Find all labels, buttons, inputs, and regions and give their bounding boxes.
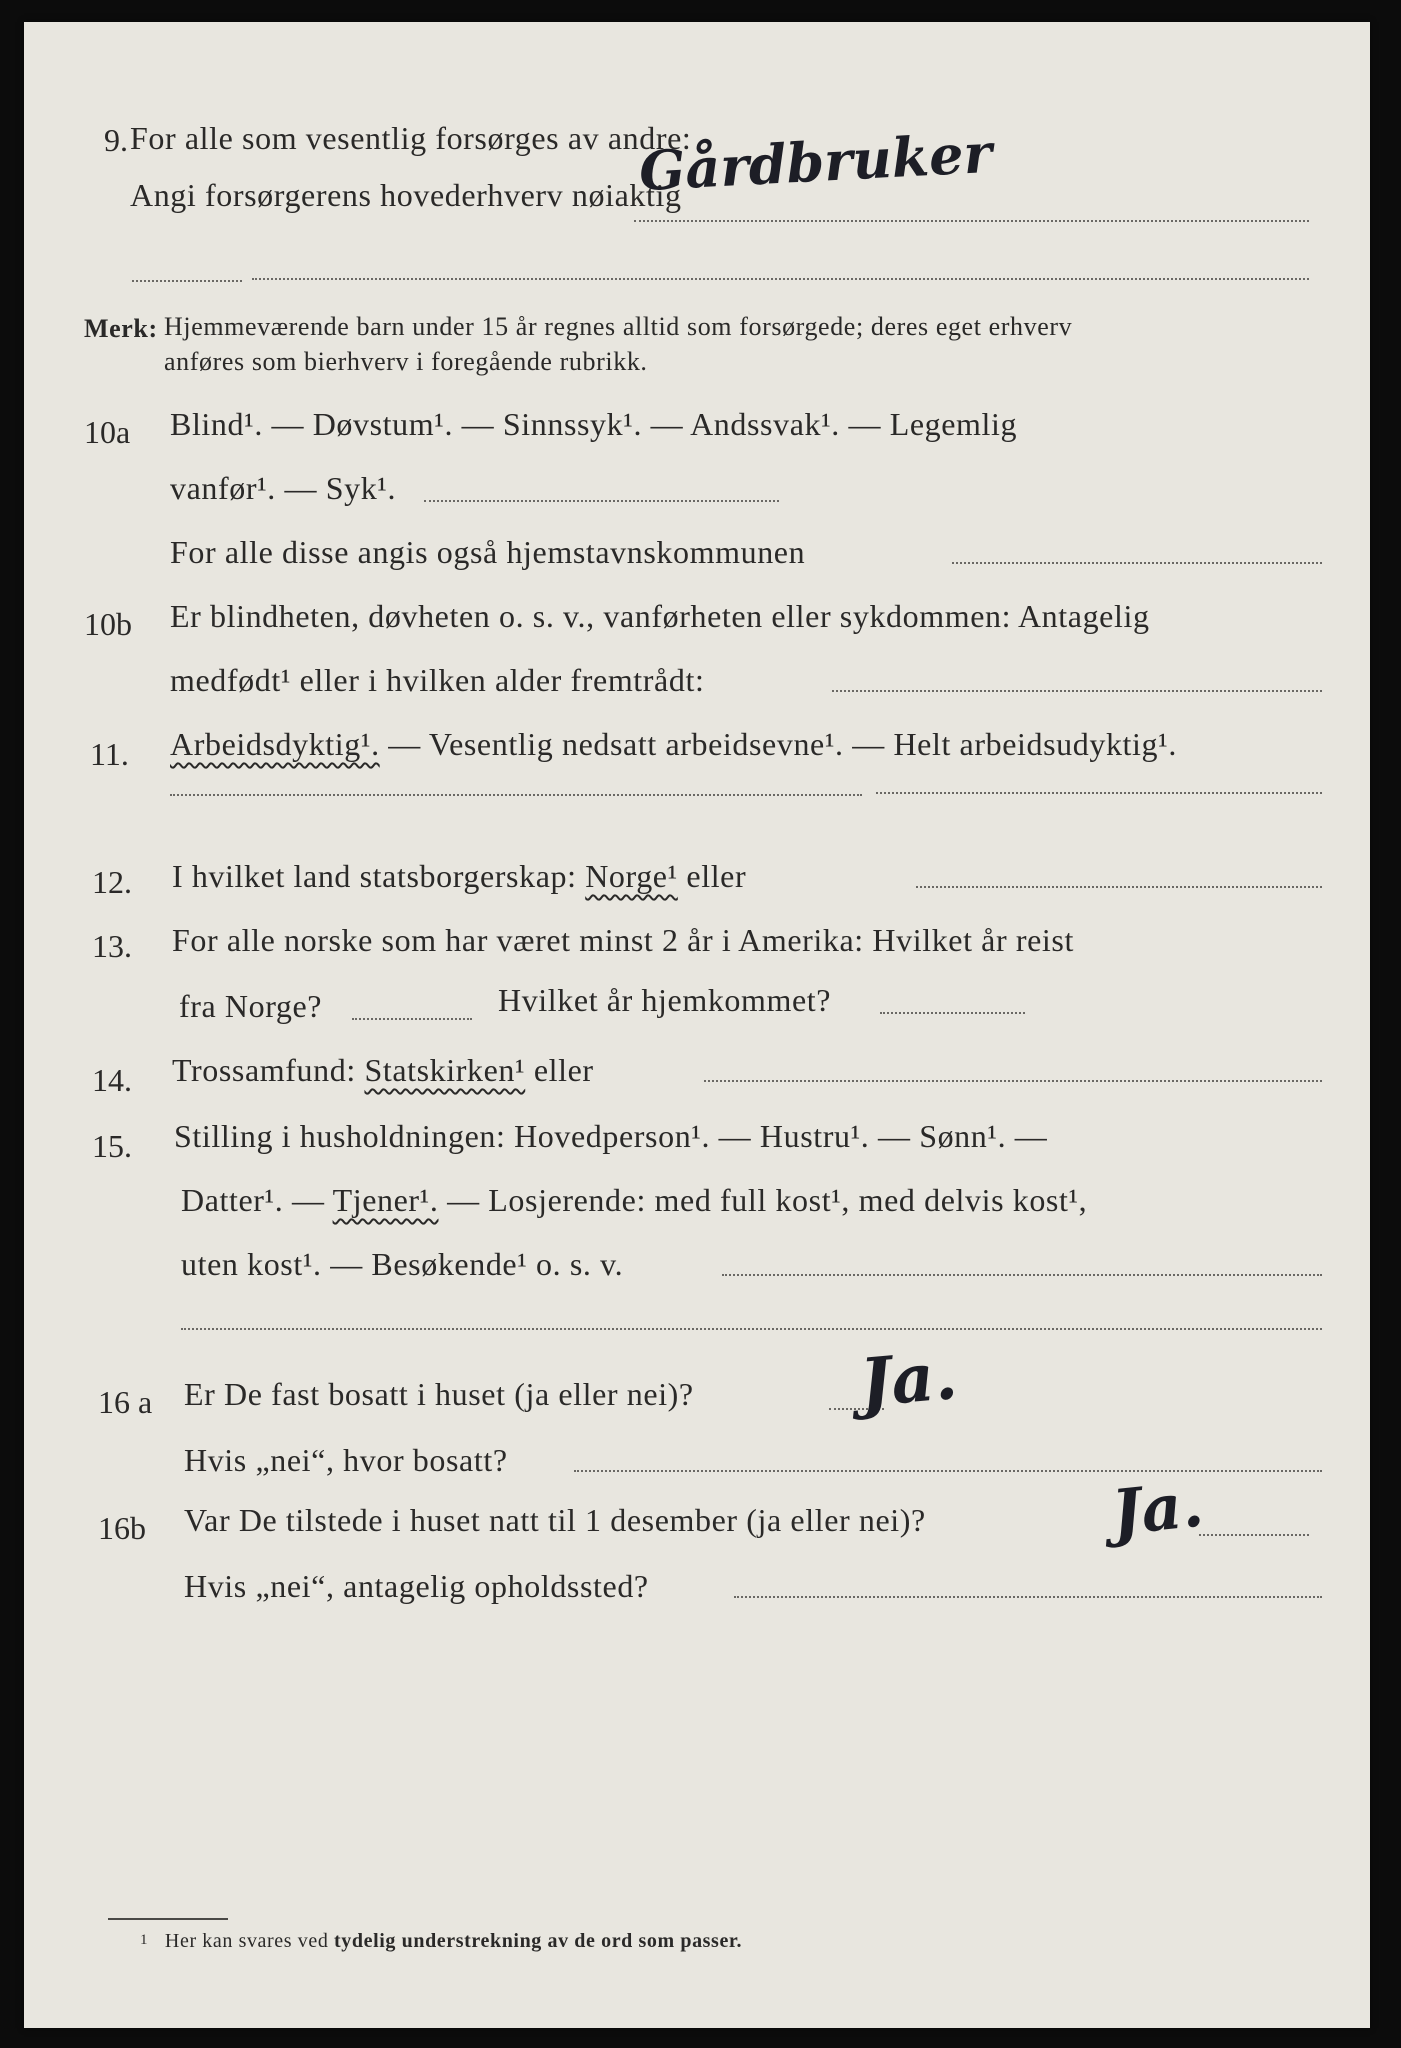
- q10a-municipality-line: [952, 562, 1322, 564]
- q14-other-faith-line: [704, 1080, 1322, 1082]
- q9-line1: For alle som vesentlig forsørges av andre:: [130, 120, 692, 156]
- q10a-sick-line: [424, 500, 779, 502]
- q16a-line2: Hvis „nei“, hvor bosatt?: [184, 1442, 508, 1478]
- q15-line2: [181, 1182, 1087, 1219]
- q12-prefix: I hvilket land statsborgerskap:: [172, 858, 586, 894]
- q13-left-norway: fra Norge?: [179, 988, 323, 1024]
- q14-question: [172, 1052, 594, 1089]
- q14-prefix: Trossamfund:: [172, 1052, 365, 1088]
- q13-returned: Hvilket år hjemkommet?: [498, 982, 832, 1018]
- q13-line1: For alle norske som har været minst 2 år i Amerika: Hvilket år reist: [172, 922, 1074, 958]
- q9-number: 9.: [104, 122, 128, 158]
- q12-question: [172, 858, 746, 895]
- q15-other-line: [722, 1274, 1322, 1276]
- q12-number: 12.: [92, 864, 132, 900]
- q16a-answer-handwritten: Ja.: [856, 1335, 961, 1423]
- q15-extra-line: [181, 1328, 1322, 1330]
- q9-extra-line-b: [252, 278, 1309, 280]
- q13-number: 13.: [92, 928, 132, 964]
- q10b-age-line: [832, 690, 1322, 692]
- q12-suffix: eller: [677, 858, 747, 894]
- q10b-number: 10b: [84, 606, 132, 642]
- footnote-text: Her kan svares ved: [164, 1930, 335, 1952]
- q16b-number: 16b: [98, 1510, 146, 1546]
- q16b-line2: Hvis „nei“, antagelig opholdssted?: [184, 1568, 649, 1604]
- q16b-answer-line: [1199, 1534, 1309, 1536]
- q11-other-options: — Vesentlig nedsatt arbeidsevne¹. — Helt arbeidsudyktig¹.: [379, 726, 1177, 762]
- q11-number: 11.: [90, 736, 129, 772]
- q9-extra-line-a: [132, 280, 242, 282]
- q10a-line1: Blind¹. — Døvstum¹. — Sinnssyk¹. — Andssvak¹. — Legemlig: [170, 406, 1018, 442]
- q11-option-arbeidsdyktig-underlined: Arbeidsdyktig¹.: [170, 726, 380, 762]
- q15-number: 15.: [92, 1128, 132, 1164]
- merk-label: Merk:: [84, 314, 158, 343]
- q10a-line2: vanfør¹. — Syk¹.: [170, 470, 397, 506]
- q14-number: 14.: [92, 1062, 132, 1098]
- footnote-rule: [108, 1918, 228, 1920]
- q10a-number: 10a: [84, 414, 131, 450]
- q12-other-country-line: [916, 886, 1322, 888]
- q15-daughter: Datter¹. —: [181, 1182, 333, 1218]
- q15-lodger: — Losjerende: med full kost¹, med delvis kost¹,: [438, 1182, 1088, 1218]
- q11-extra-line-a: [170, 794, 862, 796]
- q16a-line1: Er De fast bosatt i huset (ja eller nei)?: [184, 1376, 694, 1412]
- q14-option-statskirken-underlined: Statskirken¹: [364, 1052, 526, 1088]
- merk-line2: anføres som bierhverv i foregående rubrikk.: [164, 347, 648, 376]
- footnote-text-bold: tydelig understrekning av de ord som passer.: [334, 1930, 743, 1952]
- q16b-line1: Var De tilstede i huset natt til 1 desember (ja eller nei)?: [184, 1502, 926, 1538]
- q9-answer-line: [634, 220, 1309, 222]
- q14-suffix: eller: [525, 1052, 594, 1088]
- q13-left-year-line: [352, 1018, 472, 1020]
- q11-options: [170, 726, 1177, 763]
- census-form-page: [24, 22, 1370, 2028]
- merk-line1: Hjemmeværende barn under 15 år regnes alltid som forsørgede; deres eget erhverv: [164, 312, 1073, 341]
- q9-line2: Angi forsørgerens hovederhverv nøiaktig: [130, 177, 682, 213]
- footnote-mark: 1: [140, 1932, 149, 1948]
- q10a-line3: For alle disse angis også hjemstavnskommunen: [170, 534, 806, 570]
- q16b-answer-handwritten: Ja.: [1108, 1467, 1207, 1550]
- q15-option-tjener-underlined: Tjener¹.: [332, 1182, 439, 1218]
- q13-returned-year-line: [880, 1012, 1025, 1014]
- q11-extra-line-b: [876, 792, 1322, 794]
- footnote: [140, 1930, 742, 1953]
- q16a-residence-line: [574, 1470, 1322, 1472]
- q9-answer-handwritten: Gårdbruker: [637, 120, 994, 204]
- q10b-line2: medfødt¹ eller i hvilken alder fremtrådt:: [170, 662, 705, 698]
- q15-line1: Stilling i husholdningen: Hovedperson¹. — Hustru¹. — Sønn¹. —: [174, 1118, 1048, 1154]
- q10b-line1: Er blindheten, døvheten o. s. v., vanførheten eller sykdommen: Antagelig: [170, 598, 1150, 634]
- q15-line3: uten kost¹. — Besøkende¹ o. s. v.: [181, 1246, 624, 1282]
- q16b-stay-line: [734, 1596, 1322, 1598]
- q12-option-norge-underlined: Norge¹: [585, 858, 678, 894]
- q16a-number: 16 a: [98, 1384, 153, 1420]
